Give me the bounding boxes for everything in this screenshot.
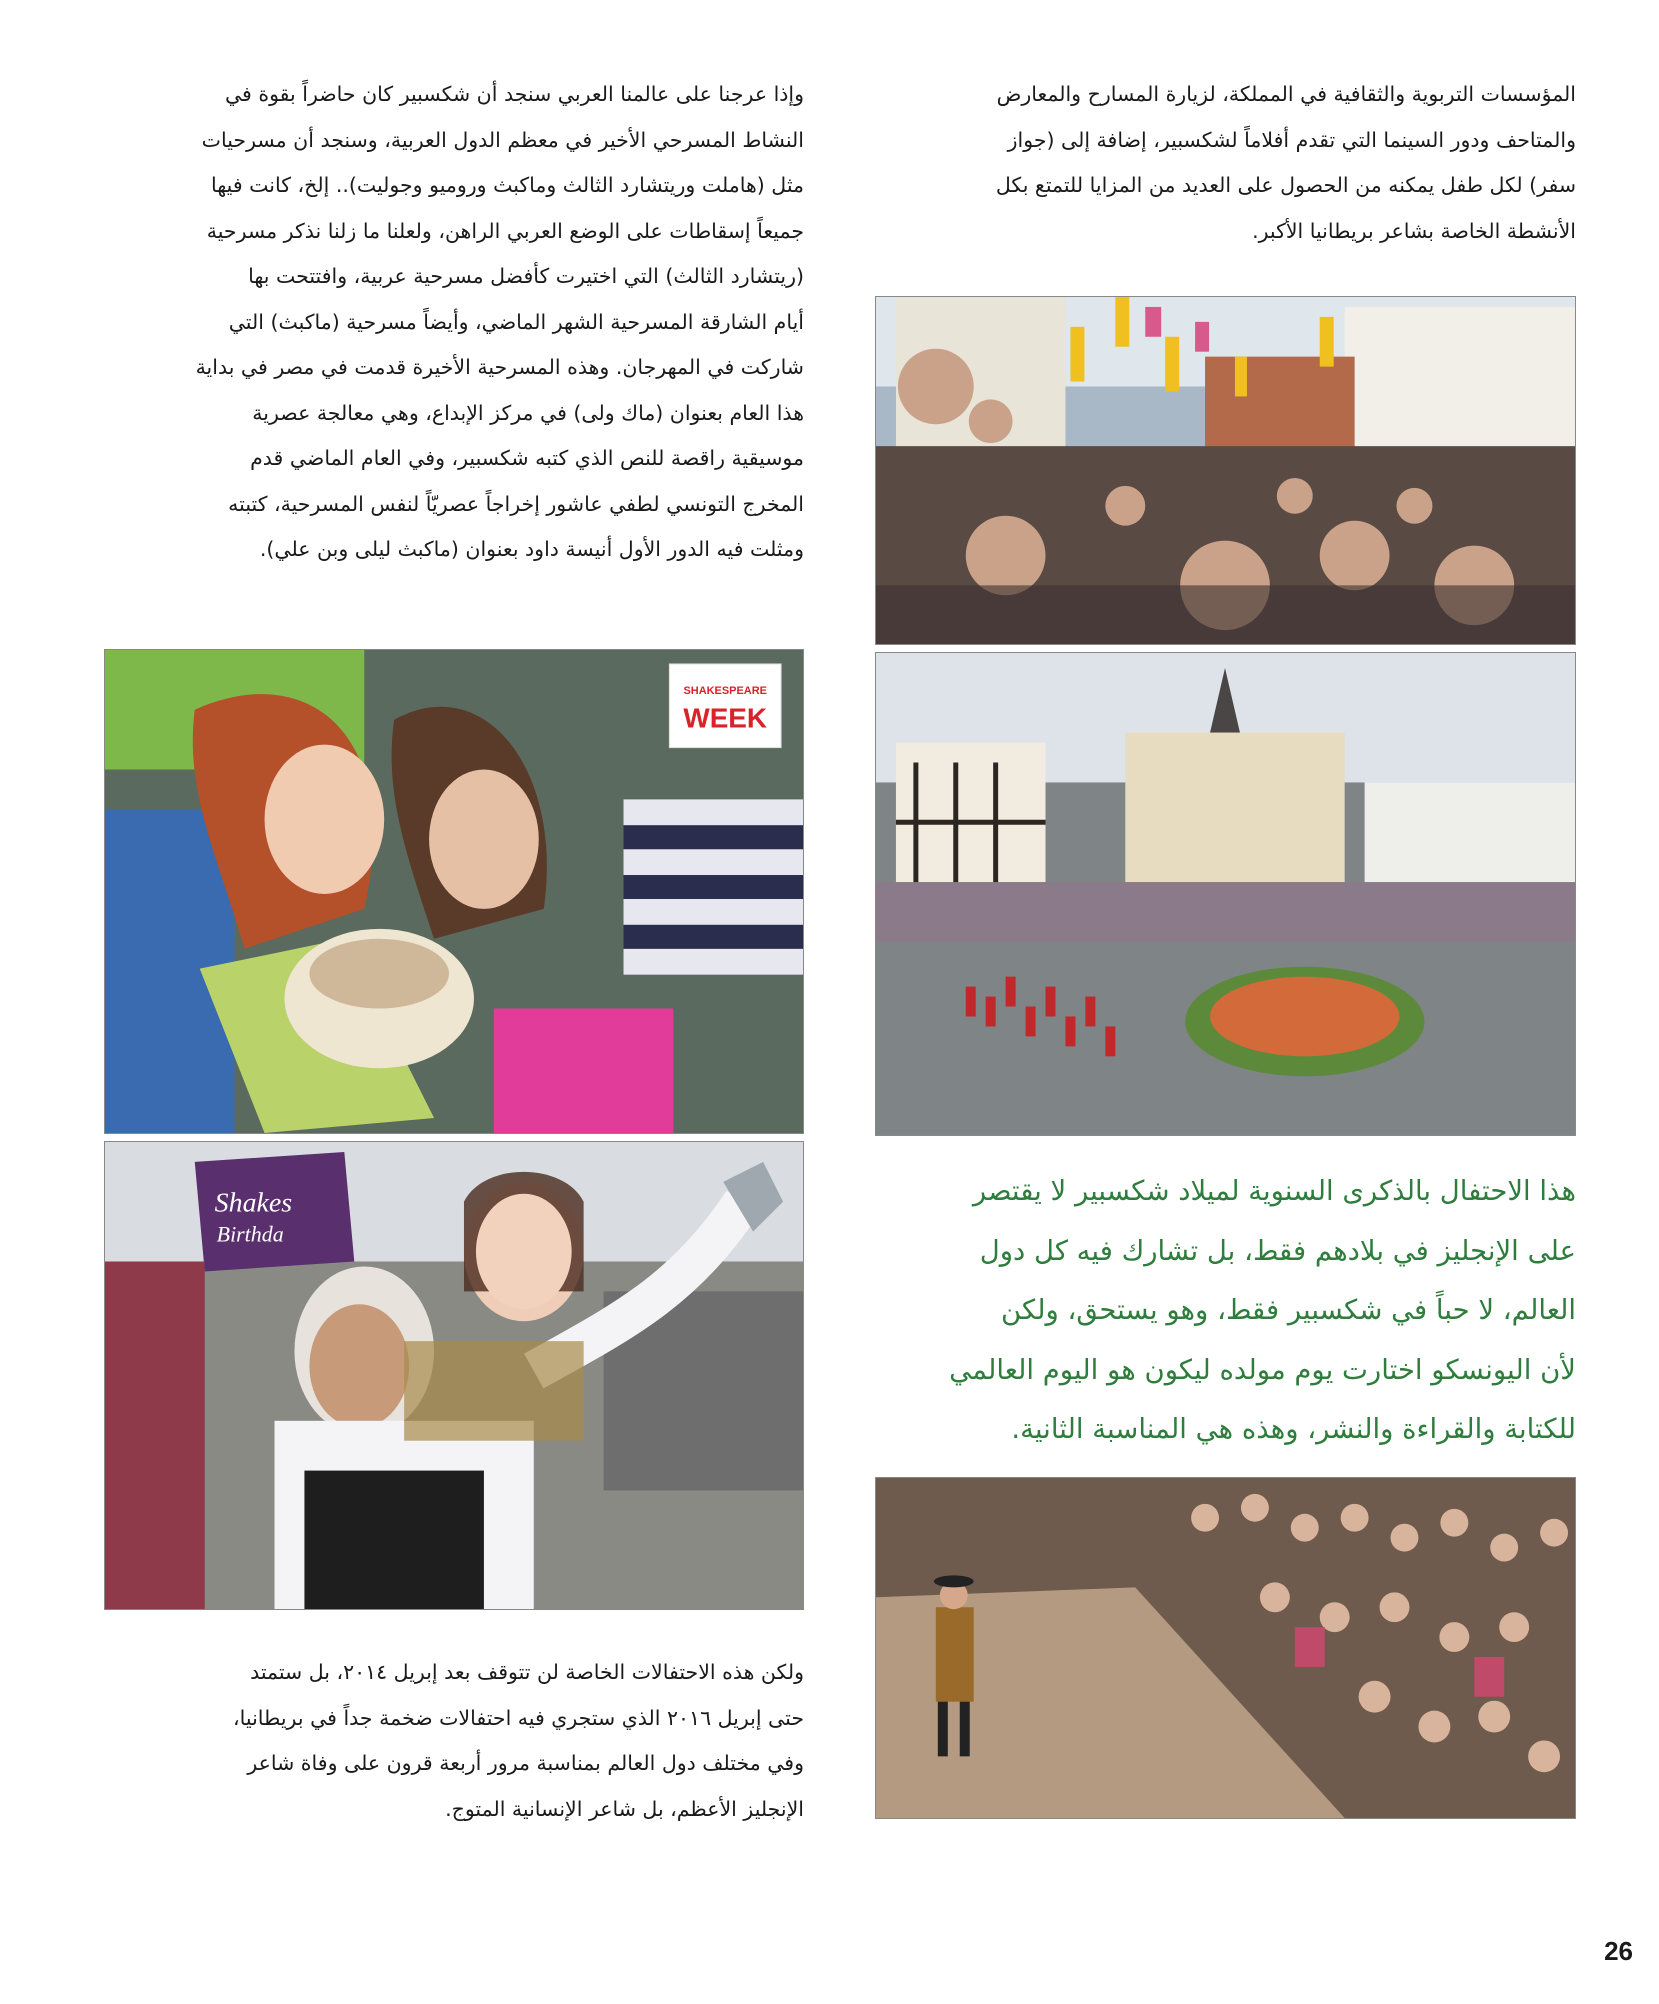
text-line: المخرج التونسي لطفي عاشور إخراجاً عصريّاً لنفس المسرحية، كتبته bbox=[228, 491, 804, 516]
text-line: الأنشطة الخاصة بشاعر بريطانيا الأكبر. bbox=[1252, 218, 1576, 243]
text-line: الإنجليز الأعظم، بل شاعر الإنسانية المتوج. bbox=[445, 1796, 804, 1821]
text-line: ولكن هذه الاحتفالات الخاصة لن تتوقف بعد إبريل ٢٠١٤، بل ستمتد bbox=[250, 1660, 804, 1684]
text-line: والمتاحف ودور السينما التي تقدم أفلاماً لشكسبير، إضافة إلى (جواز bbox=[1007, 127, 1576, 152]
text-line: أيام الشارقة المسرحية الشهر الماضي، وأيضاً مسرحية (ماكبث) التي bbox=[228, 309, 804, 334]
pull-quote bbox=[873, 1162, 1576, 1460]
parade-photo bbox=[875, 652, 1576, 1136]
logo-text-line2: WEEK bbox=[683, 702, 768, 734]
text-line: حتى إبريل ٢٠١٦ الذي ستجري فيه احتفالات ضخمة جداً في بريطانيا، bbox=[233, 1705, 804, 1730]
quote-line: على الإنجليز في بلادهم فقط، بل تشارك فيه كل دول bbox=[979, 1234, 1576, 1267]
closing-paragraph bbox=[104, 1650, 804, 1832]
logo-text-line1: SHAKESPEARE bbox=[683, 684, 767, 697]
stage-performance-photo bbox=[875, 1477, 1576, 1819]
text-line: مثل (هاملت وريتشارد الثالث وماكبث وروميو وجوليت).. إلخ، كانت فيها bbox=[210, 173, 804, 197]
banner-text-line2: Birthda bbox=[216, 1221, 284, 1247]
text-line: (ريتشارد الثالث) التي اختيرت كأفضل مسرحية عربية، وافتتحت بها bbox=[248, 264, 804, 288]
text-line: شاركت في المهرجان. وهذه المسرحية الأخيرة قدمت في مصر في بداية bbox=[195, 355, 804, 379]
text-line: هذا العام بعنوان (ماك ولى) في مركز الإبداع، وهي معالجة عصرية bbox=[252, 400, 804, 425]
text-line: وإذا عرجنا على عالمنا العربي سنجد أن شكسبير كان حاضراً بقوة في bbox=[224, 82, 804, 106]
quote-line: للكتابة والقراءة والنشر، وهذه هي المناسبة الثانية. bbox=[1011, 1413, 1576, 1445]
text-line: ومثلت فيه الدور الأول أنيسة داود بعنوان (ماكبث ليلى وبن علي). bbox=[259, 537, 804, 561]
text-line: موسيقية راقصة للنص الذي كتبه شكسبير، وفي العام الماضي قدم bbox=[250, 446, 804, 470]
arab-world-paragraph bbox=[104, 72, 804, 573]
quote-line: هذا الاحتفال بالذكرى السنوية لميلاد شكسبير لا يقتصر bbox=[972, 1175, 1576, 1207]
shakespeare-week-logo bbox=[669, 664, 781, 748]
text-line: النشاط المسرحي الأخير في معظم الدول العربية، وسنجد أن مسرحيات bbox=[201, 127, 804, 152]
text-line: سفر) لكل طفل يمكنه من الحصول على العديد من المزايا للتمتع بكل bbox=[995, 173, 1576, 197]
text-line: جميعاً إسقاطات على الوضع العربي الراهن، ولعلنا ما زلنا نذكر مسرحية bbox=[206, 218, 804, 243]
quote-line: لأن اليونسكو اختارت يوم مولده ليكون هو اليوم العالمي bbox=[949, 1353, 1576, 1386]
banner-text-line1: Shakes bbox=[214, 1187, 293, 1219]
intro-paragraph bbox=[876, 72, 1576, 254]
page-number: 26 bbox=[1604, 1936, 1633, 1966]
girls-globe-model-photo bbox=[104, 649, 804, 1134]
crowd-photo bbox=[875, 296, 1576, 645]
puppet-girl-photo bbox=[104, 1141, 804, 1610]
text-line: وفي مختلف دول العالم بمناسبة مرور أربعة قرون على وفاة شاعر bbox=[247, 1751, 804, 1775]
quote-line: العالم، لا حباً في شكسبير فقط، وهو يستحق، ولكن bbox=[1001, 1294, 1576, 1326]
text-line: المؤسسات التربوية والثقافية في المملكة، لزيارة المسارح والمعارض bbox=[996, 82, 1576, 106]
